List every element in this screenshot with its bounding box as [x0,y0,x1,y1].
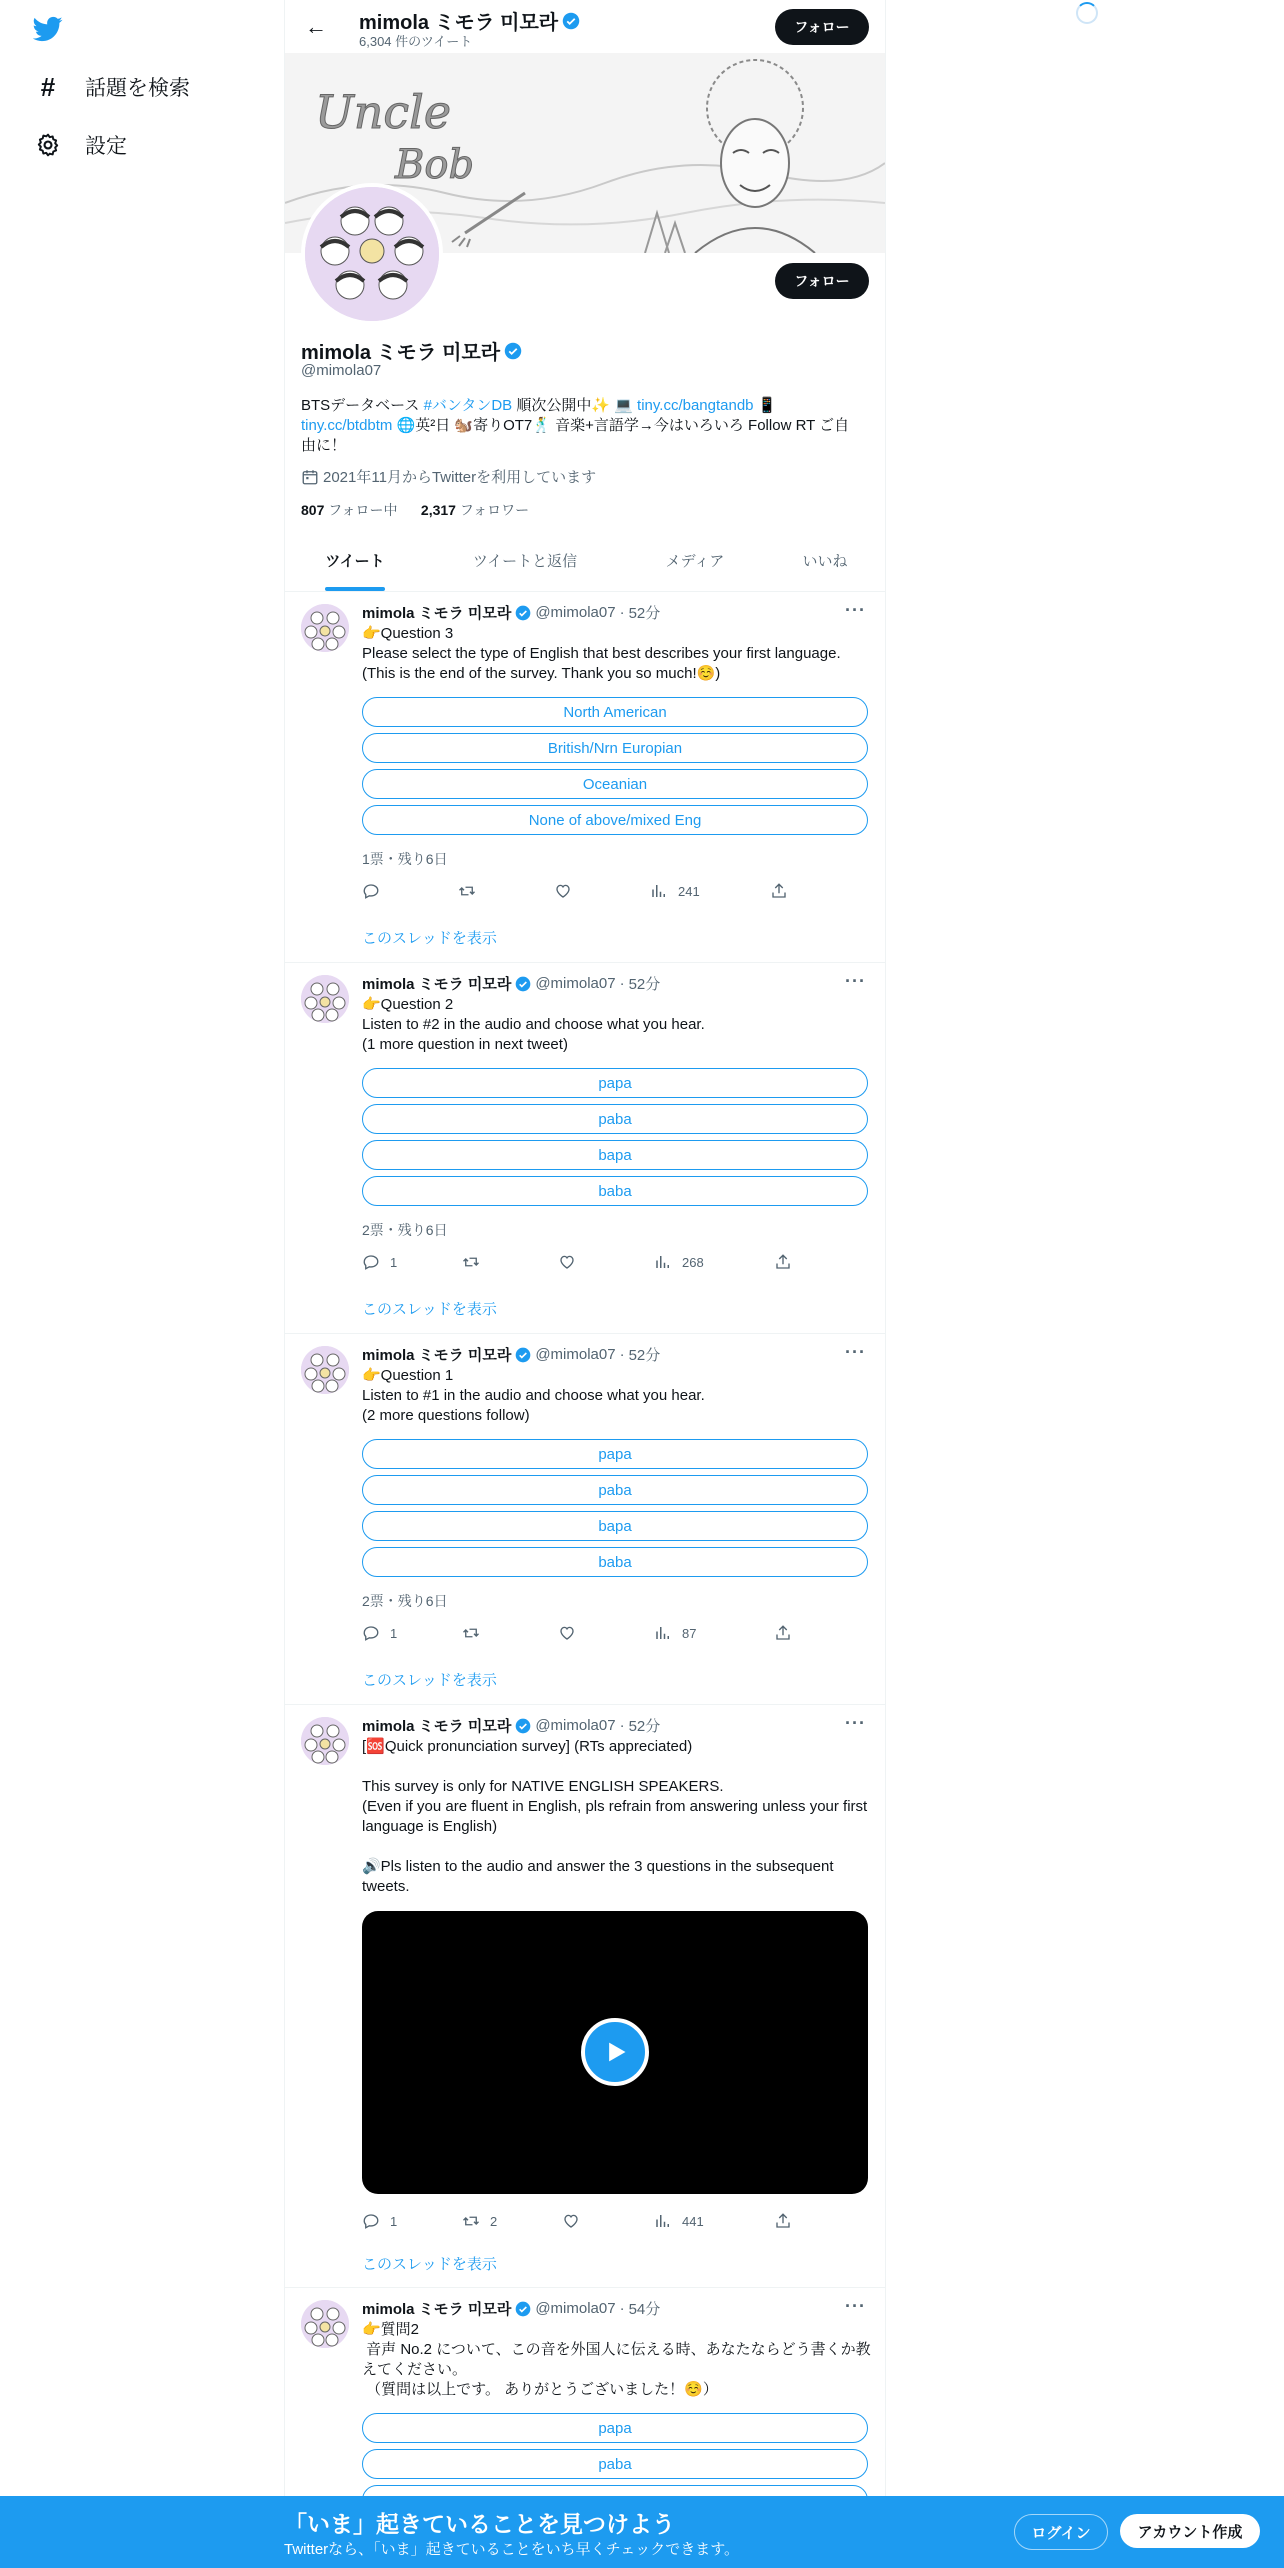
following-count: 807 [301,502,325,518]
reply-count: 1 [390,1254,398,1270]
poll-option[interactable]: baba [362,1547,868,1577]
more-options-icon[interactable]: ··· [845,971,866,991]
play-icon [601,2038,629,2066]
poll-option[interactable]: paba [362,1475,868,1505]
tweet-time[interactable]: 54分 [628,2301,661,2318]
share-icon [770,882,788,900]
tweet-avatar[interactable] [301,604,349,652]
share-button[interactable] [774,2212,802,2230]
tweet-avatar[interactable] [301,2300,349,2348]
svg-text:Uncle: Uncle [315,85,452,139]
tab-tweets-label: ツイート [325,553,385,570]
bio-link-bangtandb[interactable]: tiny.cc/bangtandb [637,397,754,414]
verified-badge-icon [515,1718,531,1734]
tweet-actions [362,1253,802,1273]
more-options-icon[interactable]: ··· [845,1342,866,1362]
poll-option[interactable]: British/Nrn Europian [362,733,868,763]
tab-media-label: メディア [665,553,725,570]
followers-label: フォロワー [459,502,530,518]
poll-option[interactable]: papa [362,1068,868,1098]
tweet-author-handle[interactable]: @mimola07 [535,1717,616,1734]
following-link[interactable] [301,502,398,518]
gear-icon [33,130,63,160]
tweet-header [362,2298,660,2319]
retweet-icon [462,2212,480,2230]
reply-button[interactable] [362,882,390,900]
tweet-author-name[interactable]: mimola ミモラ 미모라 [362,1347,512,1364]
nav-settings-label: 設定 [85,135,127,158]
retweet-button[interactable] [462,1624,490,1642]
share-icon [774,1624,792,1642]
heart-icon [558,1253,576,1271]
views-chart-icon [654,1624,672,1642]
tweet-header [362,1715,660,1736]
like-button[interactable] [554,882,582,900]
poll-option[interactable]: papa [362,1439,868,1469]
tweet-text: 👉質問2 音声 No.2 について、この音を外国人に伝える時、あなたならどう書くか教えてください。 （質問は以上です。 ありがとうございました！☺️） [362,2321,871,2398]
nav-explore-label: 話題を検索 [85,77,190,100]
views-count: 268 [682,1254,704,1270]
tab-tweets[interactable] [285,538,425,591]
profile-tabs [285,538,885,592]
views-button[interactable] [654,2212,704,2230]
tweet-author-handle[interactable]: @mimola07 [535,604,616,621]
profile-avatar[interactable] [301,183,443,325]
bio-text-4: 🌐英²日 🐿️寄りOT7🕺 音楽+言語学→今はいろいろ Follow RT ご自由に！ [301,417,850,454]
retweet-count: 2 [490,2213,498,2229]
reply-count: 1 [390,1625,398,1641]
main-column [284,0,886,2568]
retweet-button[interactable] [458,882,486,900]
tweet[interactable] [285,963,885,1334]
tab-likes-label: いいね [802,553,848,570]
tweet-author-handle[interactable]: @mimola07 [535,1346,616,1363]
heart-icon [554,882,572,900]
like-button[interactable] [558,1624,586,1642]
heart-icon [558,1624,576,1642]
retweet-icon [458,882,476,900]
bio-hashtag-link[interactable]: #バンタンDB [423,397,513,414]
poll-option[interactable]: papa [362,2413,868,2443]
create-account-button[interactable]: アカウント作成 [1120,2514,1260,2548]
share-button[interactable] [774,1624,802,1642]
login-button[interactable]: ログイン [1014,2514,1108,2550]
tweet-avatar[interactable] [301,1717,349,1765]
poll-option[interactable]: North American [362,697,868,727]
tweet-text: [🆘Quick pronunciation survey] (RTs appreciated) This survey is only for NATIVE ENGLISH SPEAKERS. (Even if you are fluent in English, pls refrain from answering unless your first language is English) 🔊Pls listen to the audio and answer the 3 questions in the subsequent tweets. [362,1738,868,1895]
verified-badge-icon [515,1347,531,1363]
tweet-text: 👉Question 2 Listen to #2 in the audio and choose what you hear. (1 more question in next tweet) [362,996,705,1053]
tweet-dot: · [619,1346,625,1363]
show-thread-link[interactable]: このスレッドを表示 [362,2256,497,2273]
active-tab-indicator [325,587,385,591]
verified-badge-icon [562,12,580,30]
more-options-icon[interactable]: ··· [845,1713,866,1733]
poll-option[interactable]: bapa [362,1140,868,1170]
show-thread-link[interactable]: このスレッドを表示 [362,930,497,947]
followers-link[interactable] [421,502,529,518]
like-button[interactable] [562,2212,590,2230]
tweet-author-handle[interactable]: @mimola07 [535,975,616,992]
share-icon [774,2212,792,2230]
tweet-avatar[interactable] [301,975,349,1023]
tweet-author-handle[interactable]: @mimola07 [535,2300,616,2317]
nav-settings[interactable] [33,125,127,165]
retweet-button[interactable] [462,2212,497,2230]
tweet-avatar[interactable] [301,1346,349,1394]
poll-meta: 1票・残り6日 [362,851,448,867]
tweet-author-name[interactable]: mimola ミモラ 미모라 [362,605,512,622]
twitter-logo-icon[interactable] [33,14,63,44]
views-button[interactable] [654,1253,704,1271]
poll-option[interactable]: None of above/mixed Eng [362,805,868,835]
tweet-dot: · [619,2300,625,2317]
header-tweet-count: 6,304 件のツイート [359,34,473,49]
follow-stats [301,500,529,520]
share-button[interactable] [770,882,798,900]
joined-text: 2021年11月からTwitterを利用しています [323,469,597,486]
profile-handle: @mimola07 [301,362,382,379]
views-chart-icon [654,1253,672,1271]
tweet-actions [362,2212,802,2232]
bio-text-1: BTSデータベース [301,397,424,414]
bio-text-3: 📱 [753,397,777,414]
nav-explore[interactable] [33,67,190,107]
tweet-header [362,973,660,994]
followers-count: 2,317 [420,502,456,518]
svg-text:Bob: Bob [395,142,475,188]
views-count: 441 [682,2213,704,2229]
tweet[interactable] [285,1334,885,1705]
views-count: 241 [678,883,700,899]
poll-option[interactable]: baba [362,1176,868,1206]
views-chart-icon [650,882,668,900]
views-button[interactable] [654,1624,696,1642]
tweet-author-name[interactable]: mimola ミモラ 미모라 [362,1718,512,1735]
profile-name [301,336,522,365]
signup-banner-subtitle: Twitterなら、「いま」起きていることをいち早くチェックできます。 [284,2541,740,2558]
profile-bio [301,396,861,456]
profile-follow-button[interactable]: フォロー [775,263,869,299]
reply-icon [362,2212,380,2230]
tweet[interactable] [285,592,885,963]
reply-button[interactable] [362,1624,397,1642]
bio-link-btdbtm[interactable]: tiny.cc/btdbtm [301,417,393,434]
profile-joined-date [301,466,596,487]
more-options-icon[interactable]: ··· [845,2296,866,2316]
verified-badge-icon [515,976,531,992]
views-button[interactable] [650,882,700,900]
tweet-author-name[interactable]: mimola ミモラ 미모라 [362,976,512,993]
tweet-dot: · [619,604,625,621]
tweet[interactable] [285,1705,885,2288]
poll-meta: 2票・残り6日 [362,1222,448,1238]
share-icon [774,1253,792,1271]
left-navigation [0,0,284,2568]
tweet-time[interactable]: 52分 [628,976,661,993]
show-thread-link[interactable]: このスレッドを表示 [362,1301,497,1318]
reply-button[interactable] [362,1253,397,1271]
like-button[interactable] [558,1253,586,1271]
tweet-author-name[interactable]: mimola ミモラ 미모라 [362,2301,512,2318]
calendar-icon [301,468,319,486]
tweet-actions [362,882,802,902]
hashtag-icon: # [40,71,56,102]
profile-name-text: mimola ミモラ 미모라 [301,342,501,364]
tweet-dot: · [619,1717,625,1734]
reply-icon [362,1624,380,1642]
tweet-actions [362,1624,802,1644]
poll-option[interactable]: Oceanian [362,769,868,799]
show-thread-link[interactable]: このスレッドを表示 [362,1672,497,1689]
retweet-icon [462,1624,480,1642]
play-button[interactable] [581,2018,649,2086]
retweet-button[interactable] [462,1253,490,1271]
reply-button[interactable] [362,2212,397,2230]
tweet-text: 👉Question 1 Listen to #1 in the audio and choose what you hear. (2 more questions follow) [362,1367,705,1424]
tab-replies-label: ツイートと返信 [472,553,578,570]
signup-banner [0,2496,1284,2568]
reply-count: 1 [390,2213,398,2229]
tweet-header [362,602,660,623]
views-chart-icon [654,2212,672,2230]
header-follow-button[interactable]: フォロー [775,9,869,45]
back-arrow-icon[interactable]: ← [305,14,327,39]
tweet-text: 👉Question 3 Please select the type of English that best describes your first language. (This is the end of the survey. Thank you so much!☺️) [362,625,841,682]
tab-likes[interactable] [765,538,885,591]
reply-icon [362,1253,380,1271]
retweet-icon [462,1253,480,1271]
poll-meta: 2票・残り6日 [362,1593,448,1609]
loading-spinner-icon [1076,2,1098,24]
share-button[interactable] [774,1253,802,1271]
poll-option[interactable]: bapa [362,1511,868,1541]
more-options-icon[interactable]: ··· [845,600,866,620]
verified-badge-icon [515,2301,531,2317]
verified-badge-icon [515,605,531,621]
verified-badge-icon [504,342,522,360]
tweet-time[interactable]: 52分 [628,1347,661,1364]
poll-option[interactable]: paba [362,2449,868,2479]
header-name-text: mimola ミモラ 미모라 [359,12,559,34]
views-count: 87 [682,1625,697,1641]
heart-icon [562,2212,580,2230]
following-label: フォロー中 [328,502,398,518]
reply-icon [362,882,380,900]
poll-option[interactable]: paba [362,1104,868,1134]
profile-header-bar [285,0,885,53]
tweet-dot: · [619,975,625,992]
video-player[interactable] [362,1911,868,2194]
tweet-header [362,1344,660,1365]
signup-banner-title: 「いま」起きていることを見つけよう [284,2511,675,2537]
tweet-time[interactable]: 52分 [628,605,661,622]
bio-text-2: 順次公開中✨ 💻 [512,397,638,414]
tweet-time[interactable]: 52分 [628,1718,661,1735]
tab-media[interactable] [625,538,765,591]
tab-tweets-and-replies[interactable] [425,538,625,591]
